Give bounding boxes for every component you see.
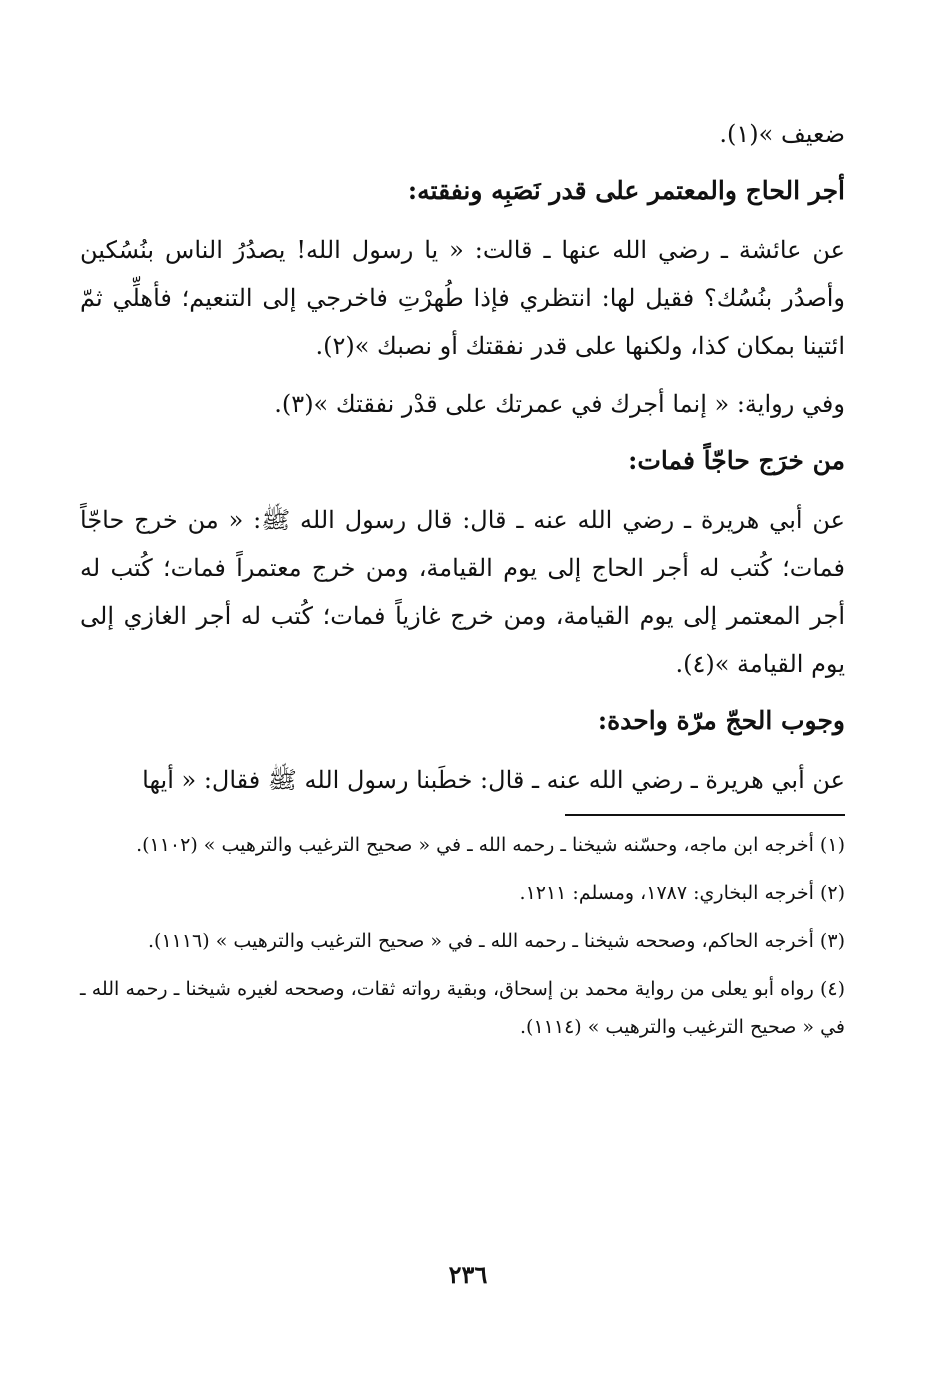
paragraph-riwaya: وفي رواية: « إنما أجرك في عمرتك على قدْر نفقتك »(٣). [274, 390, 845, 418]
footnote-4: (٤) رواه أبو يعلى من رواية محمد بن إسحاق، وبقية رواته ثقات، وصححه لغيره شيخنا ـ رحمه الله ـ في « صحيح الترغيب والترهيب » (١١١٤). [80, 978, 846, 1038]
footnote-divider [565, 814, 845, 816]
paragraph-abu-hurayra-1: عن أبي هريرة ـ رضي الله عنه ـ قال: قال رسول الله ﷺ: « من خرج حاجّاً فمات؛ كُتب له أجر الحاج إلى يوم القيامة، ومن خرج معتمراً فمات؛ كُتب له أجر المعتمر إلى يوم القيامة، ومن خرج غازياً فمات؛ كُتب له أجر الغازي إلى يوم القيامة »(٤). [80, 506, 845, 678]
continued-text: ضعيف »(١). [719, 120, 845, 148]
section-heading-obligation: وجوب الحجّ مرّة واحدة: [597, 706, 845, 735]
footnote-3: (٣) أخرجه الحاكم، وصححه شيخنا ـ رحمه الله ـ في « صحيح الترغيب والترهيب » (١١١٦). [147, 930, 845, 952]
footnote-1: (١) أخرجه ابن ماجه، وحسّنه شيخنا ـ رحمه الله ـ في « صحيح الترغيب والترهيب » (١١٠٢). [136, 834, 845, 856]
page-number: ٢٣٦ [448, 1260, 488, 1289]
page-body [80, 110, 845, 1056]
paragraph-abu-hurayra-2: عن أبي هريرة ـ رضي الله عنه ـ قال: خطَبنا رسول الله ﷺ فقال: « أيها [142, 766, 845, 794]
footnote-2: (٢) أخرجه البخاري: ١٧٨٧، ومسلم: ١٢١١. [519, 882, 845, 904]
section-heading-reward: أجر الحاج والمعتمر على قدر نَصَبِه ونفقته: [407, 176, 845, 205]
section-heading-pilgrim-death: من خرَج حاجّاً فمات: [628, 446, 845, 475]
paragraph-aisha: عن عائشة ـ رضي الله عنها ـ قالت: « يا رسول الله! يصدُرُ الناس بنُسُكين وأصدُر بنُسُك؟ فقيل لها: انتظري فإذا طُهرْتِ فاخرجي إلى التنعيم؛ فأهلِّي ثمّ ائتينا بمكان كذا، ولكنها على قدر نفقتك أو نصبك »(٢). [80, 236, 845, 360]
